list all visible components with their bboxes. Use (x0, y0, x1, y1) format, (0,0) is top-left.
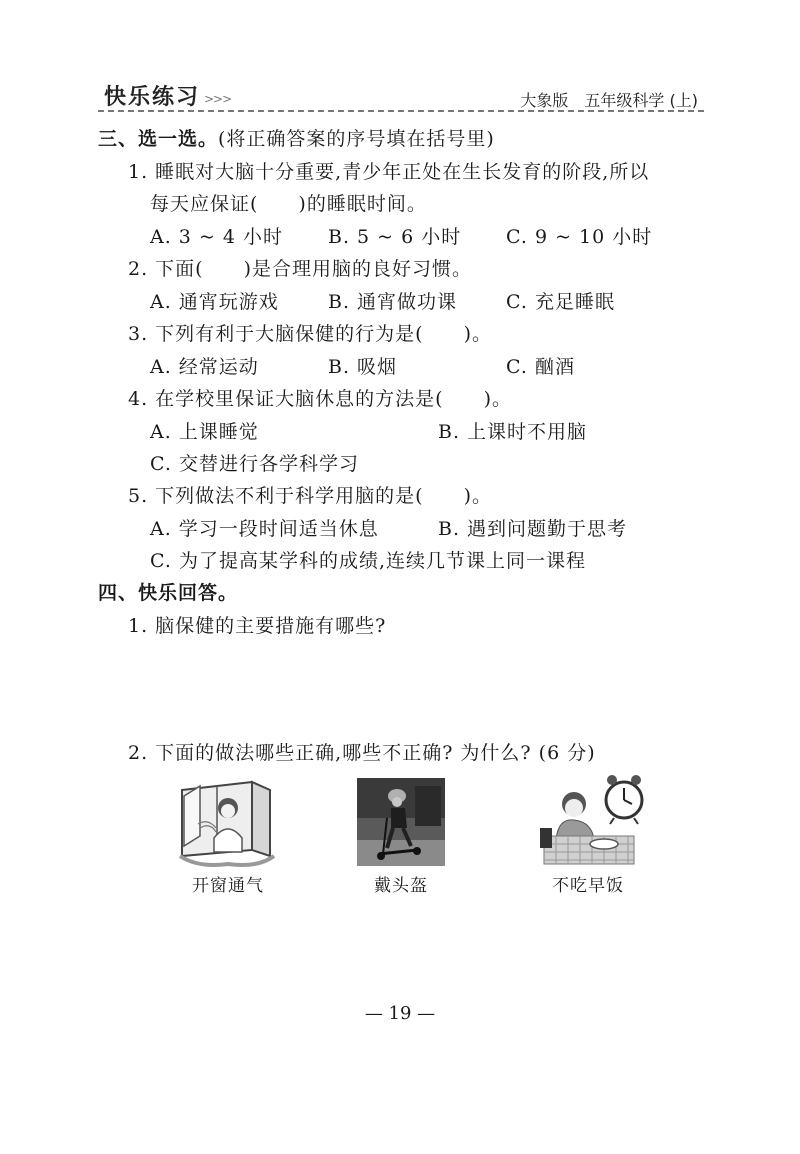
q3-option-b: B. 吸烟 (328, 356, 398, 378)
section4-title: 四、快乐回答。 (98, 582, 239, 604)
q4-option-c: C. 交替进行各学科学习 (150, 453, 359, 475)
section3-note: (将正确答案的序号填在括号里) (218, 128, 495, 150)
q1-option-c: C. 9 ~ 10 小时 (506, 226, 653, 248)
s4-q2: 2. 下面的做法哪些正确,哪些不正确? 为什么? (6 分) (128, 742, 596, 764)
q5-option-b: B. 遇到问题勤于思考 (438, 518, 628, 540)
section3-title: 三、选一选。 (98, 128, 219, 150)
q4-line1: 4. 在学校里保证大脑休息的方法是( )。 (128, 388, 512, 410)
page-header (98, 78, 704, 118)
q1-option-b: B. 5 ~ 6 小时 (328, 226, 462, 248)
no-breakfast-illustration (538, 766, 646, 866)
section3-heading (98, 124, 495, 151)
helmet-photo (357, 778, 445, 866)
q3-line1: 3. 下列有利于大脑保健的行为是( )。 (128, 323, 492, 345)
chevrons-icon: >>> (204, 92, 232, 106)
q4-option-b: B. 上课时不用脑 (438, 421, 588, 443)
q2-option-b: B. 通宵做功课 (328, 291, 458, 313)
q3-option-a: A. 经常运动 (150, 356, 259, 378)
q2-line1: 2. 下面( )是合理用脑的良好习惯。 (128, 258, 472, 280)
q1-option-a: A. 3 ~ 4 小时 (150, 226, 284, 248)
q5-option-a: A. 学习一段时间适当休息 (150, 518, 379, 540)
q4-option-a: A. 上课睡觉 (150, 421, 259, 443)
q2-option-c: C. 充足睡眠 (506, 291, 615, 313)
q1-line2: 每天应保证( )的睡眠时间。 (150, 193, 427, 215)
q5-option-c: C. 为了提高某学科的成绩,连续几节课上同一课程 (150, 550, 586, 572)
s4-q1: 1. 脑保健的主要措施有哪些? (128, 615, 387, 637)
q3-option-c: C. 酗酒 (506, 356, 575, 378)
brand-title: 快乐练习 (104, 85, 201, 110)
header-divider (98, 110, 704, 112)
edition-label (520, 88, 698, 111)
grade-subject: 五年级科学 (上) (584, 91, 698, 110)
q1-line1: 1. 睡眠对大脑十分重要,青少年正处在生长发育的阶段,所以 (128, 161, 650, 183)
q5-line1: 5. 下列做法不利于科学用脑的是( )。 (128, 485, 492, 507)
caption-no-breakfast: 不吃早饭 (552, 876, 624, 896)
caption-helmet: 戴头盔 (374, 876, 428, 896)
page-number: — 19 — (364, 1003, 436, 1024)
caption-open-window: 开窗通气 (192, 876, 264, 896)
q2-option-a: A. 通宵玩游戏 (150, 291, 279, 313)
open-window-illustration (178, 776, 278, 868)
publisher-edition: 大象版 (520, 91, 569, 110)
